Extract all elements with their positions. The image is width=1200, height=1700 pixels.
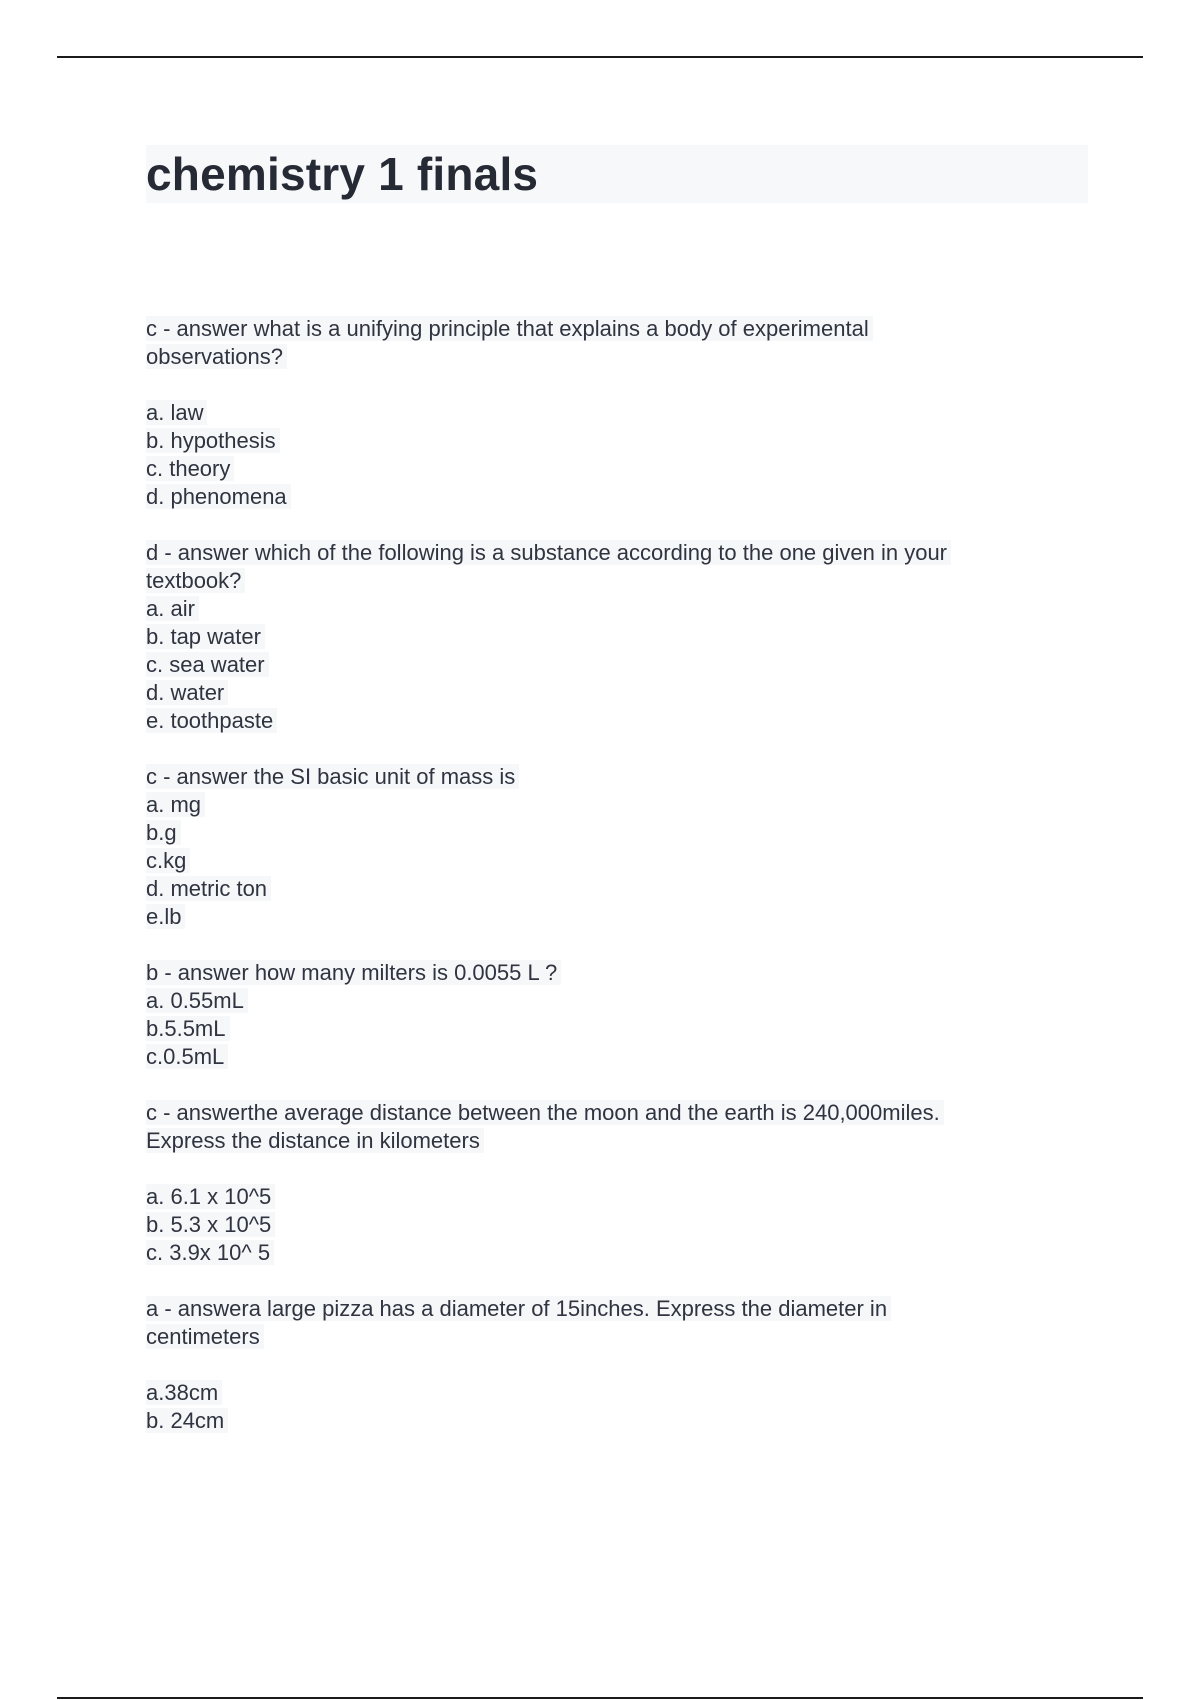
page-title: chemistry 1 finals xyxy=(146,148,539,200)
question-text: a - answera large pizza has a diameter of 15inches. Express the diameter in xyxy=(146,1296,891,1321)
option-item: a.38cm xyxy=(146,1380,222,1405)
question-text: textbook? xyxy=(146,568,245,593)
question-block xyxy=(146,1295,1076,1351)
question-block xyxy=(146,539,1076,735)
option-item: c.kg xyxy=(146,848,190,873)
question-text: Express the distance in kilometers xyxy=(146,1128,484,1153)
question-block xyxy=(146,763,1076,931)
option-item: c. theory xyxy=(146,456,234,481)
option-item: b. 24cm xyxy=(146,1408,228,1433)
option-list xyxy=(146,1379,1076,1435)
option-item: b. tap water xyxy=(146,624,265,649)
question-text: c - answer the SI basic unit of mass is xyxy=(146,764,519,789)
option-item: e.lb xyxy=(146,904,185,929)
option-item: a. law xyxy=(146,400,207,425)
option-item: e. toothpaste xyxy=(146,708,277,733)
option-item: b.g xyxy=(146,820,181,845)
option-item: b.5.5mL xyxy=(146,1016,230,1041)
option-item: a. 0.55mL xyxy=(146,988,248,1013)
option-item: c. sea water xyxy=(146,652,269,677)
option-item: b. hypothesis xyxy=(146,428,280,453)
option-list xyxy=(146,399,1076,511)
top-rule xyxy=(57,56,1143,58)
question-text: b - answer how many milters is 0.0055 L ? xyxy=(146,960,561,985)
question-text: c - answerthe average distance between the moon and the earth is 240,000miles. xyxy=(146,1100,944,1125)
question-text: d - answer which of the following is a substance according to the one given in your xyxy=(146,540,951,565)
question-text: c - answer what is a unifying principle that explains a body of experimental xyxy=(146,316,873,341)
bottom-rule xyxy=(57,1697,1143,1699)
option-item: b. 5.3 x 10^5 xyxy=(146,1212,275,1237)
option-item: d. water xyxy=(146,680,228,705)
option-item: d. metric ton xyxy=(146,876,271,901)
question-block xyxy=(146,1099,1076,1155)
question-text: observations? xyxy=(146,344,287,369)
question-block xyxy=(146,959,1076,1071)
document-body xyxy=(146,315,1076,1435)
option-item: c.0.5mL xyxy=(146,1044,228,1069)
option-item: a. mg xyxy=(146,792,205,817)
option-item: d. phenomena xyxy=(146,484,291,509)
question-block xyxy=(146,315,1076,371)
option-item: a. 6.1 x 10^5 xyxy=(146,1184,275,1209)
option-item: a. air xyxy=(146,596,199,621)
question-text: centimeters xyxy=(146,1324,264,1349)
option-list xyxy=(146,1183,1076,1267)
option-item: c. 3.9x 10^ 5 xyxy=(146,1240,274,1265)
